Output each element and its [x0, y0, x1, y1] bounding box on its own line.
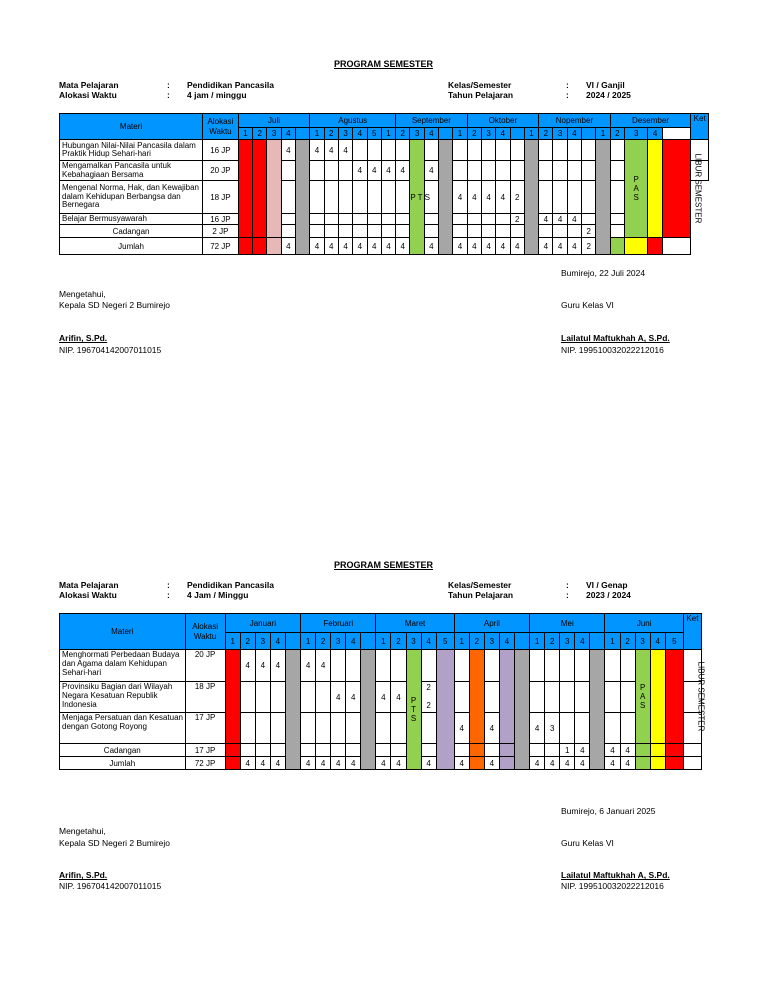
doc2-colon: : [566, 580, 569, 590]
week: 4 [499, 633, 514, 650]
doc2-alokasi-value: 4 Jam / Minggu [187, 590, 249, 600]
doc2-colon: : [566, 590, 569, 600]
month-april: April [454, 614, 529, 633]
libur-label: LIBUR SEMESTER [693, 153, 703, 224]
week-gap [514, 633, 529, 650]
doc1-tahun-value: 2024 / 2025 [586, 90, 631, 100]
value-cell: 4 [310, 140, 324, 161]
value-cell: 4 [575, 757, 590, 770]
value-cell: 4 [270, 650, 285, 682]
value-cell: 4 [381, 161, 395, 181]
week: 1 [381, 128, 395, 140]
week: 2 [391, 633, 406, 650]
week: 3 [560, 633, 575, 650]
week: 4 [281, 128, 295, 140]
materi-cell: Mengamalkan Pancasila untuk Kebahagiaan Bersama [60, 161, 203, 181]
col-materi: Materi [60, 614, 186, 650]
week: 2 [324, 128, 338, 140]
week: 2 [396, 128, 410, 140]
doc2-guru: Guru Kelas VI [561, 838, 614, 848]
doc1-guru-nip: NIP. 199510032022212016 [561, 345, 664, 355]
month-nopember: Nopember [539, 114, 610, 128]
jp-cell: 18 JP [203, 181, 239, 214]
week-gap [295, 128, 309, 140]
materi-cell: Menjaga Persatuan dan Kesatuan dengan Gotong Royong [60, 713, 186, 744]
value-cell: 4 [453, 181, 467, 214]
week: 4 [346, 633, 361, 650]
week: 1 [301, 633, 316, 650]
value-cell: 2 [582, 238, 596, 255]
week: 2 [316, 633, 331, 650]
value-cell: 4 [324, 140, 338, 161]
value-cell: 4 [484, 757, 499, 770]
week-gap [285, 633, 300, 650]
doc2-tahun-label: Tahun Pelajaran [448, 590, 514, 600]
month-maret: Maret [376, 614, 454, 633]
value-cell: 4 [484, 713, 499, 744]
doc2-colon: : [167, 580, 170, 590]
pas-label: P A S [633, 175, 639, 202]
doc1-mapel-label: Mata Pelajaran [59, 80, 119, 90]
cadangan-cell: Cadangan [60, 744, 186, 757]
value-cell: 4 [310, 238, 324, 255]
doc1-date: Bumirejo, 22 Juli 2024 [561, 268, 646, 278]
materi-cell: Belajar Bermusyawarah [60, 214, 203, 225]
col-materi: Materi [60, 114, 203, 140]
value-cell: 4 [454, 757, 469, 770]
cadangan-cell: Cadangan [60, 225, 203, 238]
value-cell: 4 [301, 650, 316, 682]
doc2-mapel-label: Mata Pelajaran [59, 580, 119, 590]
doc2-kepala: Kepala SD Negeri 2 Bumirejo [59, 838, 171, 848]
month-oktober: Oktober [467, 114, 539, 128]
value-cell: 4 [496, 238, 510, 255]
value-cell: 4 [316, 650, 331, 682]
month-agustus: Agustus [310, 114, 396, 128]
doc2-kelas-value: VI / Genap [586, 580, 628, 590]
jp-cell: 72 JP [203, 238, 239, 255]
value-cell: 4 [553, 238, 567, 255]
month-juli: Juli [238, 114, 310, 128]
jp-cell: 20 JP [203, 161, 239, 181]
week-gap [582, 128, 596, 140]
value-cell: 4 [510, 238, 524, 255]
doc1-colon: : [167, 80, 170, 90]
doc1-program-table [59, 113, 709, 255]
value-cell: 4 [270, 757, 285, 770]
doc2-guru-name: Lailatul Maftukhah A, S.Pd. [561, 870, 670, 880]
doc1-guru: Guru Kelas VI [561, 300, 614, 310]
month-desember: Desember [610, 114, 691, 128]
value-cell: 4 [553, 214, 567, 225]
value-cell: 4 [376, 757, 391, 770]
value-cell: 4 [567, 214, 581, 225]
week: 5 [367, 128, 381, 140]
week: 1 [453, 128, 467, 140]
value-cell: 4 [353, 238, 367, 255]
doc1-guru-name: Lailatul Maftukhah A, S.Pd. [561, 333, 670, 343]
week-gap [590, 633, 605, 650]
week: 4 [650, 633, 665, 650]
month-september: September [396, 114, 468, 128]
week: 4 [270, 633, 285, 650]
value-cell: 4 [331, 757, 346, 770]
value-cell: 2 [510, 214, 524, 225]
week: 1 [524, 128, 538, 140]
doc1-kepala: Kepala SD Negeri 2 Bumirejo [59, 300, 171, 310]
doc1-title: PROGRAM SEMESTER [334, 59, 434, 69]
value-cell: 4 [396, 161, 410, 181]
value-cell: 4 [338, 238, 352, 255]
value-cell: 2 [582, 225, 596, 238]
jp-cell: 16 JP [203, 140, 239, 161]
value-cell: 4 [255, 650, 270, 682]
materi-cell: Menghormati Perbedaan Budaya dan Agama dalam Kehidupan Sehari-hari [60, 650, 186, 682]
value-cell: 4 [324, 238, 338, 255]
value-cell: 1 [560, 744, 575, 757]
week: 1 [225, 633, 240, 650]
value-cell: 4 [353, 161, 367, 181]
value-cell: 3 [545, 713, 560, 744]
week: 4 [424, 128, 438, 140]
value-cell: 4 [560, 757, 575, 770]
week: 5 [665, 633, 683, 650]
week: 1 [454, 633, 469, 650]
month-mei: Mei [530, 614, 605, 633]
materi-cell: Mengenal Norma, Hak, dan Kewajiban dalam Kehidupan Berbangsa dan Bernegara [60, 181, 203, 214]
doc1-colon: : [566, 80, 569, 90]
doc1-colon: : [167, 90, 170, 100]
doc2-kepsek-nip: NIP. 196704142007011015 [59, 881, 162, 891]
doc2-program-table [59, 613, 706, 770]
jp-cell: 16 JP [203, 214, 239, 225]
doc1-alokasi-label: Alokasi Waktu [59, 90, 117, 100]
value-cell: 4 [255, 757, 270, 770]
week: 4 [353, 128, 367, 140]
doc1-mengetahui: Mengetahui, [59, 289, 106, 299]
col-alokasi: Alokasi Waktu [185, 614, 225, 650]
doc1-kelas-label: Kelas/Semester [448, 80, 512, 90]
week: 2 [539, 128, 553, 140]
value-cell: 4 [424, 161, 438, 181]
value-cell: 2 [426, 700, 431, 710]
doc2-title: PROGRAM SEMESTER [334, 560, 434, 570]
week: 1 [310, 128, 324, 140]
week: 2 [545, 633, 560, 650]
week: 5 [436, 633, 454, 650]
week-gap [439, 128, 453, 140]
doc2-kepsek-name: Arifin, S.Pd. [59, 870, 108, 880]
value-cell: 4 [301, 757, 316, 770]
doc1-kepsek-nip: NIP. 196704142007011015 [59, 345, 162, 355]
value-cell: 4 [391, 757, 406, 770]
value-cell: 4 [545, 757, 560, 770]
week: 4 [575, 633, 590, 650]
value-cell: 4 [530, 713, 545, 744]
col-ket: Ket [691, 114, 709, 140]
jumlah-cell: Jumlah [60, 757, 186, 770]
jp-cell: 72 JP [185, 757, 225, 770]
week: 3 [255, 633, 270, 650]
jumlah-cell: Jumlah [60, 238, 203, 255]
week: 4 [421, 633, 436, 650]
week: 2 [240, 633, 255, 650]
value-cell: 4 [391, 682, 406, 713]
week: 3 [410, 128, 424, 140]
week: 1 [596, 128, 610, 140]
value-cell: 4 [539, 214, 553, 225]
value-cell: 4 [331, 682, 346, 713]
doc2-date: Bumirejo, 6 Januari 2025 [561, 806, 656, 816]
jp-cell: 18 JP [185, 682, 225, 713]
week: 2 [610, 128, 624, 140]
week: 1 [238, 128, 252, 140]
month-juni: Juni [605, 614, 683, 633]
value-cell: 4 [575, 744, 590, 757]
week: 3 [481, 128, 495, 140]
col-alokasi: Alokasi Waktu [203, 114, 239, 140]
month-februari: Februari [301, 614, 376, 633]
value-cell: 4 [481, 238, 495, 255]
week: 3 [267, 128, 281, 140]
doc2-mapel-value: Pendidikan Pancasila [187, 580, 274, 590]
value-cell: 4 [281, 140, 295, 161]
value-cell: 4 [316, 757, 331, 770]
week: 2 [469, 633, 484, 650]
week: 3 [331, 633, 346, 650]
jp-cell: 2 JP [203, 225, 239, 238]
week: 1 [530, 633, 545, 650]
week: 1 [376, 633, 391, 650]
pas-label: P A S [639, 683, 646, 710]
week: 3 [624, 128, 648, 140]
value-cell: 4 [396, 238, 410, 255]
jp-cell: 17 JP [185, 713, 225, 744]
value-cell: 4 [281, 238, 295, 255]
value-cell: 4 [605, 757, 620, 770]
doc1-alokasi-value: 4 jam / minggu [187, 90, 247, 100]
value-cell: 4 [467, 181, 481, 214]
value-cell: 4 [346, 757, 361, 770]
value-cell: 4 [346, 682, 361, 713]
value-cell: 4 [454, 713, 469, 744]
value-cell: 4 [496, 181, 510, 214]
value-cell: 4 [620, 744, 635, 757]
col-ket: Ket [683, 614, 701, 650]
week: 4 [567, 128, 581, 140]
doc1-kepsek-name: Arifin, S.Pd. [59, 333, 108, 343]
value-cell: 4 [381, 238, 395, 255]
doc1-mapel-value: Pendidikan Pancasila [187, 80, 274, 90]
doc2-alokasi-label: Alokasi Waktu [59, 590, 117, 600]
doc2-kelas-label: Kelas/Semester [448, 580, 512, 590]
value-cell: 4 [424, 238, 438, 255]
value-cell: 4 [620, 757, 635, 770]
doc1-kelas-value: VI / Ganjil [586, 80, 625, 90]
value-cell: 2 [426, 682, 431, 692]
value-cell: 4 [453, 238, 467, 255]
week: 3 [553, 128, 567, 140]
week: 3 [338, 128, 352, 140]
value-cell: 4 [539, 238, 553, 255]
libur-label: LIBUR SEMESTER [696, 661, 706, 732]
materi-cell: Provinsiku Bagian dari Wilayah Negara Kesatuan Republik Indonesia [60, 682, 186, 713]
value-cell: 2 [510, 181, 524, 214]
week: 1 [605, 633, 620, 650]
jp-cell: 17 JP [185, 744, 225, 757]
pts-label: P T S [410, 192, 430, 202]
doc1-tahun-label: Tahun Pelajaran [448, 90, 514, 100]
week-gap [510, 128, 524, 140]
doc1-colon: : [566, 90, 569, 100]
value-cell: 4 [605, 744, 620, 757]
value-cell: 4 [240, 650, 255, 682]
value-cell: 4 [481, 181, 495, 214]
doc2-tahun-value: 2023 / 2024 [586, 590, 631, 600]
week: 3 [406, 633, 421, 650]
value-cell: 4 [530, 757, 545, 770]
jp-cell: 20 JP [185, 650, 225, 682]
week: 4 [648, 128, 662, 140]
doc2-colon: : [167, 590, 170, 600]
value-cell: 4 [367, 238, 381, 255]
value-cell: 4 [240, 757, 255, 770]
week: 2 [467, 128, 481, 140]
week: 2 [253, 128, 267, 140]
value-cell: 4 [421, 757, 436, 770]
doc2-guru-nip: NIP. 199510032022212016 [561, 881, 664, 891]
month-januari: Januari [225, 614, 300, 633]
week-gap [361, 633, 376, 650]
materi-cell: Hubungan Nilai-Nilai Pancasila dalam Praktik Hidup Sehari-hari [60, 140, 203, 161]
value-cell: 4 [376, 682, 391, 713]
value-cell: 4 [467, 238, 481, 255]
doc2-mengetahui: Mengetahui, [59, 826, 106, 836]
pts-label: P T S [410, 696, 417, 723]
week: 3 [635, 633, 650, 650]
value-cell: 4 [567, 238, 581, 255]
week: 2 [620, 633, 635, 650]
week: 4 [496, 128, 510, 140]
week: 3 [484, 633, 499, 650]
value-cell: 4 [367, 161, 381, 181]
value-cell: 4 [338, 140, 352, 161]
